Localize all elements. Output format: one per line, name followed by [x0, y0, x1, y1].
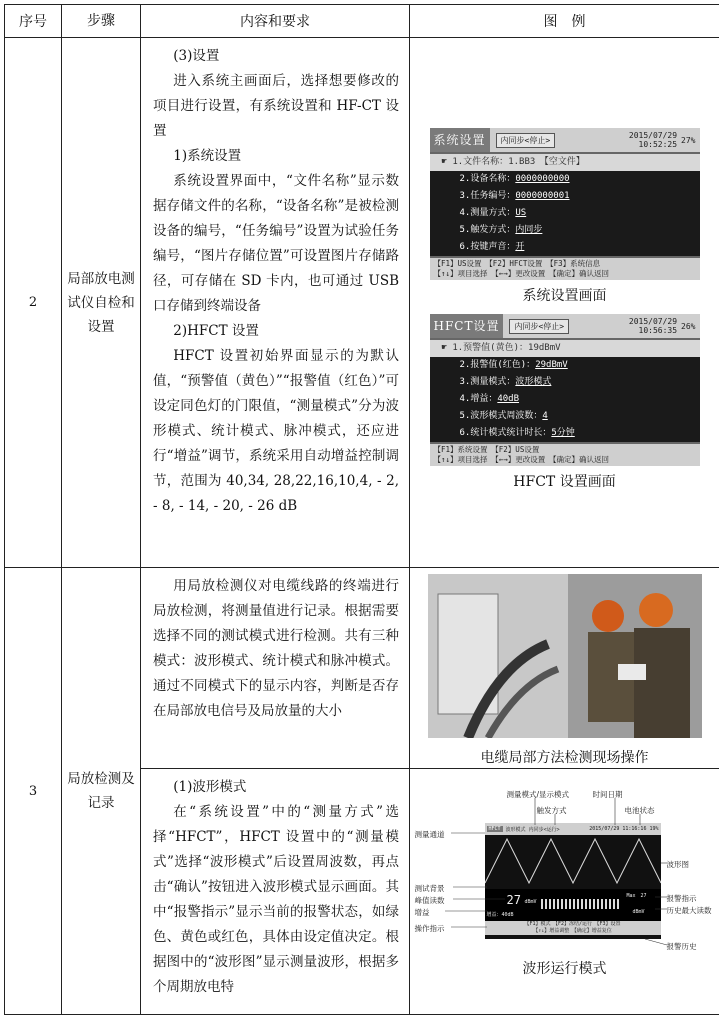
content-paragraph: 进入系统主画面后，选择想要修改的项目进行设置，有系统设置和 HF-CT 设置: [153, 73, 399, 139]
reading-panel: [485, 889, 661, 921]
figure-caption: 电缆局部方法检测现场操作: [480, 750, 649, 766]
label-waveform: 波形图: [666, 860, 689, 869]
label-trigger: 触发方式: [536, 806, 567, 815]
label-peak: 峰值读数: [414, 896, 445, 905]
table-row: [5, 568, 719, 769]
screen-header: [430, 128, 700, 154]
label-bg: 测试背景: [414, 884, 445, 893]
screen-title: HFCT设置: [430, 314, 504, 338]
setting-row: 6.按键声音：开: [459, 242, 525, 252]
setting-row: 2.报警值(红色)：29dBmV: [459, 360, 568, 370]
content-paragraph: HFCT 设置初始界面显示的为默认值，“预警值（黄色）”“报警值（红色）”可设定同色灯的门限值，“测量模式”分为波形模式、统计模式、脉冲模式，还应进行“增益”调节，系统采用自动增益控制调节，范围为 40,34, 28,22,16,10,4, - 2, - 8, - 14, - 20, - 26 dB: [153, 348, 399, 514]
row-figure: [410, 769, 719, 1015]
sync-status: 内同步<停止>: [509, 319, 569, 334]
row-content: [141, 38, 410, 568]
label-alarm-hist: 报警历史: [666, 942, 697, 951]
screen-footer: 【F1】US设置 【F2】HFCT设置 【F3】系统信息 【↑↓】项目选择 【←→】更改设置 【确定】确认返回: [430, 256, 700, 280]
content-paragraph: 系统设置界面中，“文件名称”显示数据存储文件的名称，“设备名称”是被检测设备的编号，“任务编号”设置为试验任务编号，“图片存储位置”可设置图片存储路径，可存储在 SD 卡内，也可通过 USB 口存储到终端设备: [153, 173, 399, 314]
setting-row: 4.增益：40dB: [459, 394, 520, 404]
reading-unit: dBmV: [524, 899, 537, 905]
screen-footer: 【F1】系统设置 【F2】US设置 【↑↓】项目选择 【←→】更改设置 【确定】确认返回: [430, 442, 700, 466]
content-paragraph: 1)系统设置: [173, 148, 242, 164]
label-channel: 测量通道: [414, 830, 445, 839]
max-value: 27: [640, 893, 647, 899]
screen-title: 系统设置: [430, 128, 490, 152]
row-content: [141, 568, 410, 769]
header-no: 序号: [5, 5, 62, 38]
row-number: 2: [5, 38, 62, 568]
screen-header: [430, 314, 700, 340]
gain-readout: 增益：40dB: [486, 912, 514, 918]
waveform-plot: [485, 835, 661, 885]
content-paragraph: 用局放检测仪对电缆线路的终端进行局放检测，将测量值进行记录。根据需要选择不同的测试模式进行检测。共有三种模式：波形模式、统计模式和脉冲模式。通过不同模式下的显示内容，判断是否存在局部放电信号及局放量的大小: [153, 578, 399, 719]
setting-row: ☛ 1.预警值(黄色)：19dBmV: [430, 340, 700, 357]
content-paragraph: 2)HFCT 设置: [173, 323, 259, 339]
waveform-screen: [485, 823, 661, 939]
screen-footer: 【F1】模式 【F2】冻结/运行 【F3】设置 【↑↓】增益调整 【确定】增益复位: [485, 921, 661, 935]
label-hist: 历史最大读数: [666, 906, 712, 915]
setting-row: 4.测量方式：US: [459, 208, 527, 218]
peak-reading: 27: [506, 893, 521, 907]
table-row: [5, 38, 719, 568]
max-label: Max: [626, 893, 636, 899]
content-paragraph: 在“系统设置”中的“测量方式”选择“HFCT”，HFCT 设置中的“测量模式”选择“波形模式”后设置周波数，再点击“确认”按钮进入波形模式显示画面。其中“报警指示”显示当前的报警状态，如绿色、黄色或红色，具体由设定值决定。根据图中的“波形图”显示测量波形，根据多个周期放电特: [153, 804, 399, 995]
alarm-bar: [541, 899, 621, 909]
table-header-row: [5, 5, 719, 38]
setting-row: ☛ 1.文件名称：1.BB3 【空文件】: [430, 154, 700, 171]
procedure-table: [4, 4, 719, 1015]
screen-datetime: 2015/07/29 10:52:25: [628, 131, 678, 149]
label-time: 时间日期: [592, 790, 623, 799]
row-figure: [410, 38, 719, 568]
setting-row: 6.统计模式统计时长：5分钟: [459, 428, 575, 438]
header-figure: 图 例: [410, 5, 719, 38]
label-alarm: 报警指示: [666, 894, 697, 903]
row-number: 3: [5, 568, 62, 1015]
max-unit: dBmV: [632, 909, 645, 915]
header-content: 内容和要求: [141, 5, 410, 38]
battery-status: 27%: [681, 135, 696, 145]
system-settings-screen: [430, 128, 700, 280]
figure-caption: 波形运行模式: [522, 961, 607, 977]
figure-caption: HFCT 设置画面: [513, 474, 616, 490]
content-paragraph: (3)设置: [173, 48, 220, 64]
waveform-diagram: [415, 789, 715, 959]
screen-header: HFCT 波形模式 内同步<运行> 2015/07/29 11:16:16 19%: [485, 823, 661, 835]
setting-row: 5.触发方式：内同步: [459, 225, 543, 235]
label-mode: 测量模式/显示模式: [506, 790, 570, 799]
field-operation-photo: [428, 574, 702, 738]
row-content: [141, 769, 410, 1015]
setting-row: 5.波形模式周波数：4: [459, 411, 548, 421]
setting-row: 3.测量模式：波形模式: [459, 377, 552, 387]
screen-datetime: 2015/07/29 10:56:35: [628, 317, 678, 335]
sync-status: 内同步<停止>: [496, 133, 556, 148]
setting-row: 2.设备名称：0000000000: [459, 174, 570, 184]
setting-row: 3.任务编号：0000000001: [459, 191, 570, 201]
hfct-settings-screen: [430, 314, 700, 466]
label-gain: 增益: [414, 908, 430, 917]
label-ops: 操作指示: [414, 924, 445, 933]
row-step: 局放检测及记录: [62, 568, 141, 1015]
battery-status: 26%: [681, 321, 696, 331]
label-battery: 电池状态: [624, 806, 655, 815]
photo-illustration: [428, 574, 702, 738]
header-step: 步骤: [62, 5, 141, 38]
content-paragraph: (1)波形模式: [173, 779, 247, 795]
row-figure: [410, 568, 719, 769]
row-step: 局部放电测试仪自检和设置: [62, 38, 141, 568]
figure-caption: 系统设置画面: [522, 288, 607, 304]
